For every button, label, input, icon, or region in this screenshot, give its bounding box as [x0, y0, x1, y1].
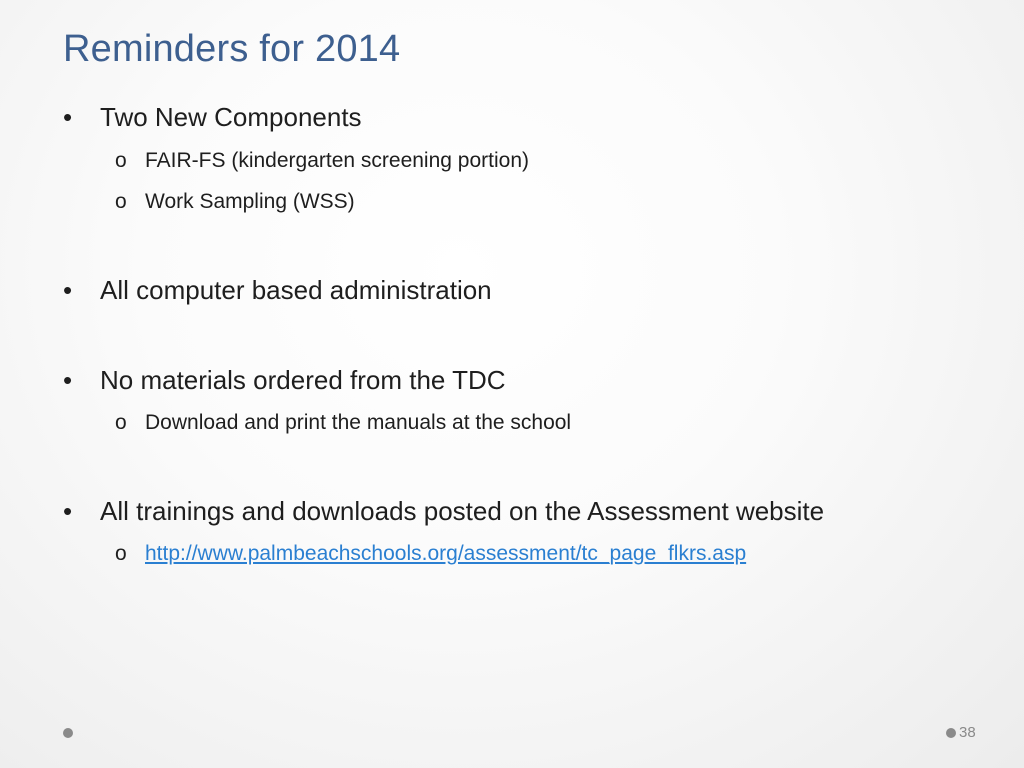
sub-bullet-marker: o	[115, 542, 127, 565]
footer-right-dot-icon	[946, 728, 956, 738]
bullet-text: Two New Components	[100, 102, 362, 132]
bullet-marker: •	[63, 496, 73, 526]
sub-bullet-marker: o	[115, 190, 127, 213]
bullet-text: No materials ordered from the TDC	[100, 365, 506, 395]
assessment-website-link[interactable]: http://www.palmbeachschools.org/assessment/tc_page_flkrs.asp	[145, 542, 747, 565]
sub-bullet-text: Download and print the manuals at the school	[145, 411, 572, 434]
sub-bullet-marker: o	[115, 149, 127, 172]
slide-title: Reminders for 2014	[63, 28, 401, 70]
bullet-marker: •	[63, 365, 73, 395]
slide-number: 38	[959, 724, 976, 741]
sub-bullet-marker: o	[115, 411, 127, 434]
bullet-marker: •	[63, 275, 73, 305]
sub-bullet-text: Work Sampling (WSS)	[145, 190, 355, 213]
bullet-text: All trainings and downloads posted on the Assessment website	[100, 496, 825, 526]
sub-bullet-text: FAIR-FS (kindergarten screening portion)	[145, 149, 529, 172]
footer-left-dot-icon	[63, 728, 73, 738]
bullet-marker: •	[63, 102, 73, 132]
bullet-text: All computer based administration	[100, 275, 492, 305]
